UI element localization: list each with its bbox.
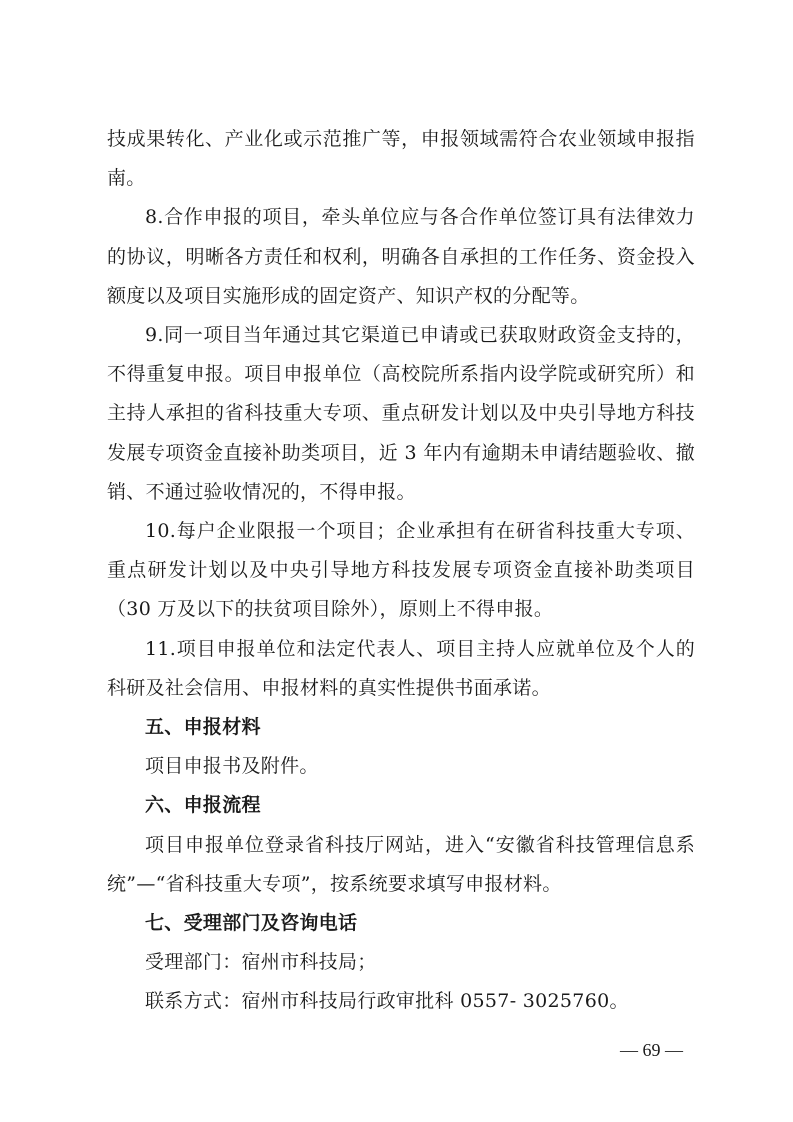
paragraph-materials: 项目申报书及附件。: [145, 755, 319, 778]
paragraph-contact: 联系方式：宿州市科技局行政审批科 0557- 3025760。: [145, 990, 629, 1013]
paragraph-continuation: 技成果转化、产业化或示范推广等，申报领域需符合农业领域申报指南。: [107, 128, 695, 190]
page-number: — 69 —: [620, 1040, 683, 1060]
paragraph-item-9: 9.同一项目当年通过其它渠道已申请或已获取财政资金支持的，不得重复申报。项目申报单位（高校院所系指内设学院或研究所）和主持人承担的省科技重大专项、重点研发计划以及中央引导地方科技发展专项资金直接补助类项目，近 3 年内有逾期未申请结题验收、撤销、不通过验收情况的，不得申报。: [107, 324, 695, 503]
paragraph-process: 项目申报单位登录省科技厅网站，进入“安徽省科技管理信息系统”—“省科技重大专项”，按系统要求填写申报材料。: [107, 833, 695, 895]
paragraph-item-8: 8.合作申报的项目，牵头单位应与各合作单位签订具有法律效力的协议，明晰各方责任和权利，明确各自承担的工作任务、资金投入额度以及项目实施形成的固定资产、知识产权的分配等。: [107, 206, 695, 307]
section-heading-contact: 七、受理部门及咨询电话: [145, 912, 358, 935]
section-heading-process: 六、申报流程: [145, 794, 261, 817]
paragraph-item-11: 11.项目申报单位和法定代表人、项目主持人应就单位及个人的科研及社会信用、申报材料的真实性提供书面承诺。: [107, 637, 695, 699]
document-body: [107, 120, 695, 1022]
paragraph-department: 受理部门：宿州市科技局；: [145, 951, 377, 974]
section-heading-materials: 五、申报材料: [145, 716, 261, 739]
paragraph-item-10: 10.每户企业限报一个项目；企业承担有在研省科技重大专项、重点研发计划以及中央引导地方科技发展专项资金直接补助类项目（30 万及以下的扶贫项目除外），原则上不得申报。: [107, 520, 695, 621]
